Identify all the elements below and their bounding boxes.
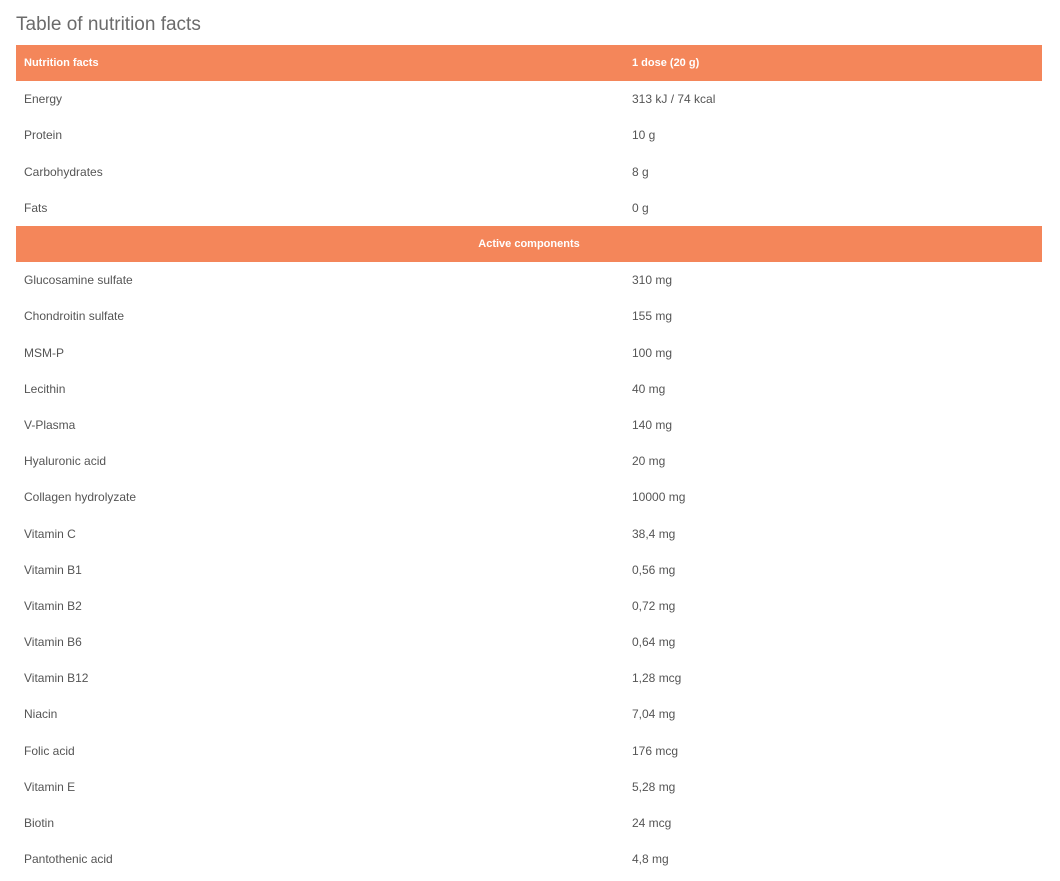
row-value-cell: 8 g: [632, 164, 649, 179]
row-value-cell: 20 mg: [632, 454, 666, 469]
row-value-cell: 313 kJ / 74 kcal: [632, 92, 716, 107]
section-label: Active components: [478, 238, 580, 251]
row-value-cell: 5,28 mg: [632, 779, 676, 794]
row-name-cell: Energy: [24, 92, 63, 107]
table-row: [16, 841, 1042, 877]
row-value-cell: 0 g: [632, 200, 649, 215]
table-row: [16, 805, 1042, 841]
table-row: [16, 407, 1042, 443]
table-row: [16, 371, 1042, 407]
row-value-cell: 140 mg: [632, 417, 673, 432]
component-rows: [16, 262, 1042, 877]
row-name-cell: Vitamin B12: [24, 671, 89, 686]
row-value-cell: 24 mcg: [632, 816, 672, 831]
row-value-cell: 10000 mg: [632, 490, 686, 505]
header-value-cell: 1 dose (20 g): [632, 57, 700, 70]
table-row: [16, 769, 1042, 805]
row-value-cell: 40 mg: [632, 381, 666, 396]
row-value-cell: 155 mg: [632, 309, 673, 324]
table-row: [16, 733, 1042, 769]
table-row: [16, 696, 1042, 732]
row-name-cell: Vitamin C: [24, 526, 76, 541]
table-row: [16, 443, 1042, 479]
row-value-cell: 310 mg: [632, 273, 673, 288]
row-name-cell: Glucosamine sulfate: [24, 273, 133, 288]
row-value-cell: 4,8 mg: [632, 852, 669, 867]
row-name-cell: Chondroitin sulfate: [24, 309, 125, 324]
table-row: [16, 262, 1042, 298]
table-row: [16, 154, 1042, 190]
row-value-cell: 38,4 mg: [632, 526, 676, 541]
row-name-cell: Fats: [24, 200, 48, 215]
section-header-row: [16, 226, 1042, 262]
row-name-cell: Vitamin E: [24, 779, 76, 794]
table-row: [16, 298, 1042, 334]
table-row: [16, 335, 1042, 371]
row-value-cell: 0,64 mg: [632, 635, 676, 650]
row-name-cell: Carbohydrates: [24, 164, 103, 179]
table-row: [16, 660, 1042, 696]
nutrition-facts-table: [16, 45, 1042, 877]
row-name-cell: Vitamin B1: [24, 562, 82, 577]
table-row: [16, 117, 1042, 153]
table-row: [16, 81, 1042, 117]
row-value-cell: 10 g: [632, 128, 656, 143]
row-name-cell: Vitamin B2: [24, 598, 82, 613]
row-name-cell: Collagen hydrolyzate: [24, 490, 137, 505]
table-row: [16, 479, 1042, 515]
row-value-cell: 0,56 mg: [632, 562, 676, 577]
table-row: [16, 588, 1042, 624]
row-name-cell: Lecithin: [24, 381, 66, 396]
row-value-cell: 7,04 mg: [632, 707, 676, 722]
row-value-cell: 176 mcg: [632, 743, 679, 758]
nutrition-rows: [16, 81, 1042, 226]
row-name-cell: Vitamin B6: [24, 635, 82, 650]
table-row: [16, 515, 1042, 551]
row-name-cell: Biotin: [24, 816, 55, 831]
table-row: [16, 190, 1042, 226]
row-value-cell: 1,28 mcg: [632, 671, 682, 686]
row-name-cell: Niacin: [24, 707, 58, 722]
row-name-cell: Folic acid: [24, 743, 75, 758]
row-value-cell: 100 mg: [632, 345, 673, 360]
row-name-cell: Hyaluronic acid: [24, 454, 107, 469]
row-name-cell: MSM-P: [24, 345, 64, 360]
row-value-cell: 0,72 mg: [632, 598, 676, 613]
row-name-cell: Protein: [24, 128, 63, 143]
table-row: [16, 624, 1042, 660]
row-name-cell: Pantothenic acid: [24, 852, 113, 867]
table-row: [16, 552, 1042, 588]
header-name-cell: Nutrition facts: [24, 57, 99, 70]
table-header-row: [16, 45, 1042, 81]
row-name-cell: V-Plasma: [24, 417, 76, 432]
page-title: Table of nutrition facts: [16, 14, 201, 35]
